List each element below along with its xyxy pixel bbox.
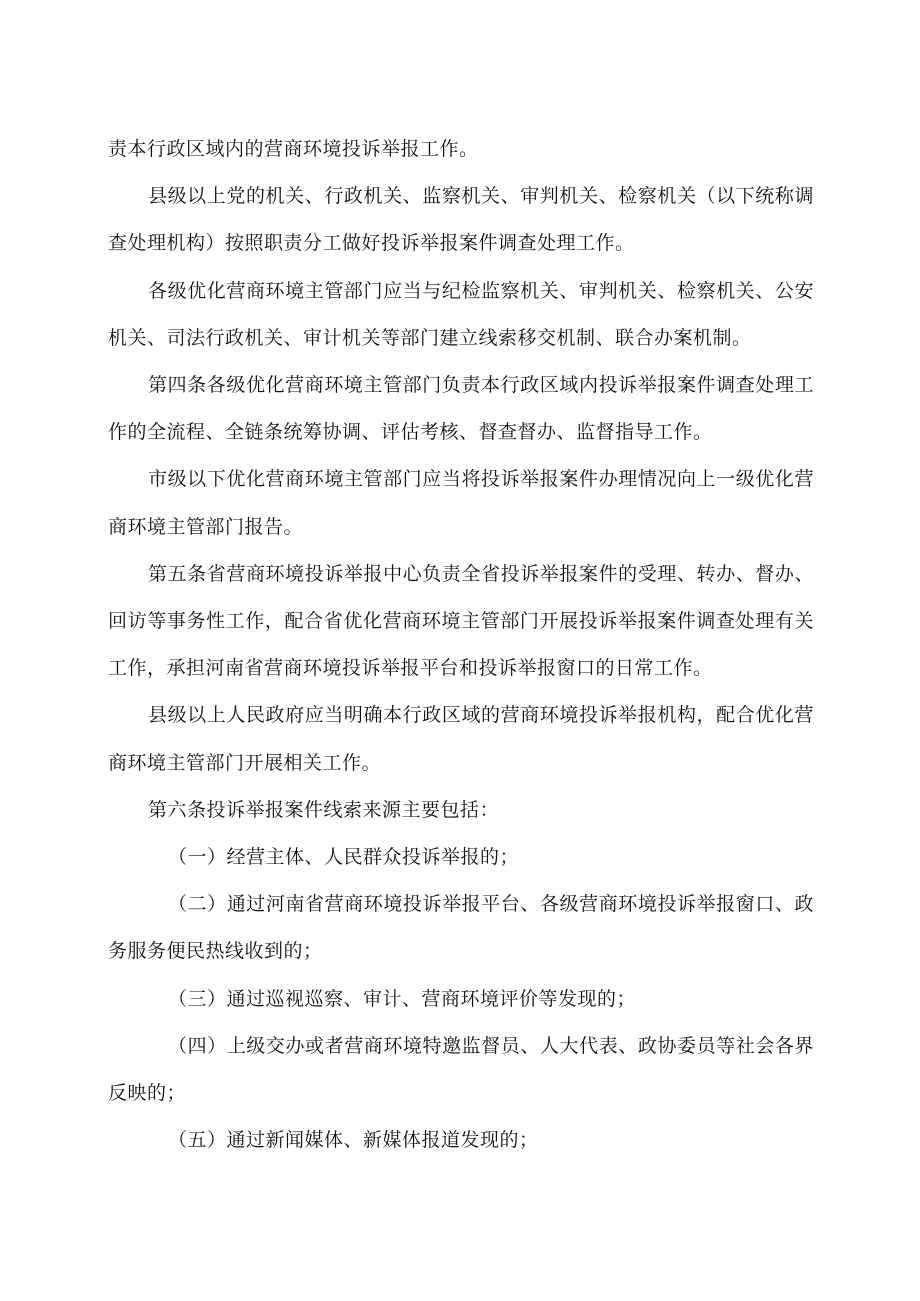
- list-item-3: （三）通过巡视巡察、审计、营商环境评价等发现的；: [168, 987, 637, 1010]
- document-body: [108, 126, 814, 1164]
- list-item-2: （二）通过河南省营商环境投诉举报平台、各级营商环境投诉举报窗口、政务服务便民热线收到的；: [108, 893, 814, 963]
- paragraph-clue-transfer-mechanism: 各级优化营商环境主管部门应当与纪检监察机关、审判机关、检察机关、公安机关、司法行政机关、审计机关等部门建立线索移交机制、联合办案机制。: [108, 279, 814, 349]
- paragraph-article-6: 第六条投诉举报案件线索来源主要包括：: [148, 798, 500, 821]
- paragraph-article-4: 第四条各级优化营商环境主管部门负责本行政区域内投诉举报案件调查处理工作的全流程、全链条统筹协调、评估考核、督查督办、监督指导工作。: [108, 374, 814, 444]
- paragraph-article-5: 第五条省营商环境投诉举报中心负责全省投诉举报案件的受理、转办、督办、回访等事务性工作，配合省优化营商环境主管部门开展投诉举报案件调查处理有关工作，承担河南省营商环境投诉举报平台和投诉举报窗口的日常工作。: [108, 562, 814, 680]
- paragraph-investigating-agencies: 县级以上党的机关、行政机关、监察机关、审判机关、检察机关（以下统称调查处理机构）按照职责分工做好投诉举报案件调查处理工作。: [108, 185, 814, 255]
- list-item-1: （一）经营主体、人民群众投诉举报的；: [168, 846, 520, 869]
- paragraph-county-complaint-agency: 县级以上人民政府应当明确本行政区域的营商环境投诉举报机构，配合优化营商环境主管部门开展相关工作。: [108, 704, 814, 774]
- paragraph-continuation: 责本行政区域内的营商环境投诉举报工作。: [108, 138, 479, 160]
- list-item-5: （五）通过新闻媒体、新媒体报道发现的；: [168, 1129, 539, 1152]
- paragraph-report-upward: 市级以下优化营商环境主管部门应当将投诉举报案件办理情况向上一级优化营商环境主管部门报告。: [108, 468, 814, 538]
- list-item-4: （四）上级交办或者营商环境特邀监督员、人大代表、政协委员等社会各界反映的；: [108, 1034, 814, 1105]
